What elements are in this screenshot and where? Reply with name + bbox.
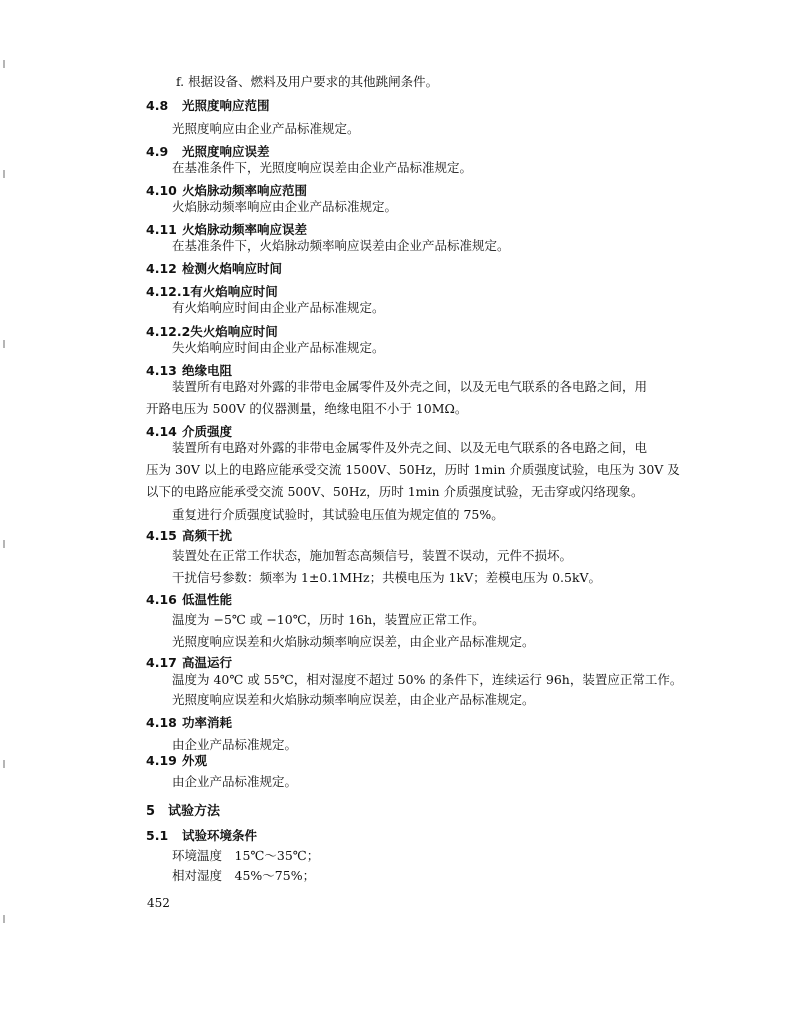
paragraph-line: 装置所有电路对外露的非带电金属零件及外壳之间，以及无电气联系的各电路之间，用 <box>172 379 648 394</box>
paragraph-line: 以下的电路应能承受交流 500V、50Hz，历时 1min 介质强度试验，无击穿或闪络现象。 <box>146 484 644 499</box>
paragraph-line: 开路电压为 500V 的仪器测量，绝缘电阻不小于 10MΩ。 <box>146 401 468 416</box>
clause-heading <box>146 753 207 769</box>
clause-number: 4.12 <box>146 261 177 276</box>
clause-title: 火焰脉动频率响应误差 <box>182 222 308 237</box>
clause-heading <box>146 144 270 160</box>
clause-heading <box>146 284 278 300</box>
clause-heading <box>146 592 232 608</box>
paragraph-line: 光照度响应误差和火焰脉动频率响应误差，由企业产品标准规定。 <box>172 634 535 649</box>
paragraph-line: 重复进行介质强度试验时，其试验电压值为规定值的 75%。 <box>172 507 504 522</box>
paragraph-line: 在基准条件下，火焰脉动频率响应误差由企业产品标准规定。 <box>172 238 510 253</box>
clause-heading <box>146 363 232 379</box>
clause-title: 绝缘电阻 <box>182 363 233 378</box>
clause-title: 高频干扰 <box>182 528 233 543</box>
clause-heading <box>146 183 307 199</box>
paragraph-line: 压为 30V 以上的电路应能承受交流 1500V、50Hz，历时 1min 介质强度试验，电压为 30V 及 <box>146 462 680 477</box>
paragraph-line: 光照度响应误差和火焰脉动频率响应误差，由企业产品标准规定。 <box>172 692 535 707</box>
paragraph-line: 温度为 40℃ 或 55℃，相对湿度不超过 50% 的条件下，连续运行 96h，装置应正常工作。 <box>172 672 683 687</box>
scan-margin-mark <box>3 170 5 178</box>
clause-title: 火焰脉动频率响应范围 <box>182 183 308 198</box>
clause-title: 光照度响应范围 <box>182 98 270 113</box>
paragraph-line: 装置处在正常工作状态，施加暂态高频信号，装置不误动，元件不损坏。 <box>172 548 573 563</box>
clause-number: 4.17 <box>146 655 177 670</box>
clause-heading <box>146 655 232 671</box>
clause-heading <box>146 324 278 340</box>
clause-number: 4.9 <box>146 144 169 159</box>
paragraph-line: 装置所有电路对外露的非带电金属零件及外壳之间、以及无电气联系的各电路之间，电 <box>172 440 648 455</box>
paragraph-line: 干扰信号参数：频率为 1±0.1MHz；共模电压为 1kV；差模电压为 0.5kV。 <box>172 570 602 585</box>
paragraph-line: 由企业产品标准规定。 <box>172 774 298 789</box>
clause-heading <box>146 528 232 544</box>
page-number: 452 <box>147 896 170 910</box>
clause-title: 有火焰响应时间 <box>190 284 278 299</box>
paragraph-line: 光照度响应由企业产品标准规定。 <box>172 121 360 136</box>
paragraph-line: f. 根据设备、燃料及用户要求的其他跳闸条件。 <box>176 74 439 89</box>
scan-margin-mark <box>3 760 5 768</box>
clause-title: 功率消耗 <box>182 715 233 730</box>
scan-margin-mark <box>3 60 5 68</box>
clause-number: 4.16 <box>146 592 177 607</box>
clause-title: 介质强度 <box>182 424 233 439</box>
clause-number: 4.10 <box>146 183 177 198</box>
clause-title: 光照度响应误差 <box>182 144 270 159</box>
clause-title: 检测火焰响应时间 <box>182 261 283 276</box>
section-heading <box>146 804 220 820</box>
clause-number: 5.1 <box>146 828 169 843</box>
clause-heading <box>146 261 282 277</box>
paragraph-line: 有火焰响应时间由企业产品标准规定。 <box>172 300 385 315</box>
clause-heading <box>146 222 307 238</box>
clause-number: 4.8 <box>146 98 169 113</box>
clause-heading <box>146 98 270 114</box>
paragraph-line: 环境温度 15℃～35℃； <box>172 848 320 863</box>
paragraph-line: 失火焰响应时间由企业产品标准规定。 <box>172 340 385 355</box>
clause-number: 4.14 <box>146 424 177 439</box>
clause-title: 高温运行 <box>182 655 233 670</box>
clause-title: 外观 <box>182 753 208 768</box>
paragraph-line: 相对湿度 45%～75%； <box>172 868 316 883</box>
clause-heading <box>146 828 257 844</box>
scan-margin-mark <box>3 915 5 923</box>
clause-number: 4.18 <box>146 715 177 730</box>
paragraph-line: 由企业产品标准规定。 <box>172 737 298 752</box>
clause-title: 失火焰响应时间 <box>190 324 278 339</box>
clause-number: 4.11 <box>146 222 177 237</box>
paragraph-line: 火焰脉动频率响应由企业产品标准规定。 <box>172 199 398 214</box>
clause-number: 5 <box>146 804 156 819</box>
clause-title: 低温性能 <box>182 592 233 607</box>
clause-title: 试验方法 <box>168 804 221 819</box>
clause-number: 4.15 <box>146 528 177 543</box>
clause-number: 4.13 <box>146 363 177 378</box>
clause-heading <box>146 715 232 731</box>
clause-number: 4.12.1 <box>146 284 191 299</box>
clause-number: 4.12.2 <box>146 324 191 339</box>
paragraph-line: 温度为 −5℃ 或 −10℃，历时 16h，装置应正常工作。 <box>172 612 485 627</box>
scan-margin-mark <box>3 540 5 548</box>
scan-margin-mark <box>3 340 5 348</box>
paragraph-line: 在基准条件下，光照度响应误差由企业产品标准规定。 <box>172 160 473 175</box>
clause-title: 试验环境条件 <box>182 828 258 843</box>
clause-heading <box>146 424 232 440</box>
clause-number: 4.19 <box>146 753 177 768</box>
